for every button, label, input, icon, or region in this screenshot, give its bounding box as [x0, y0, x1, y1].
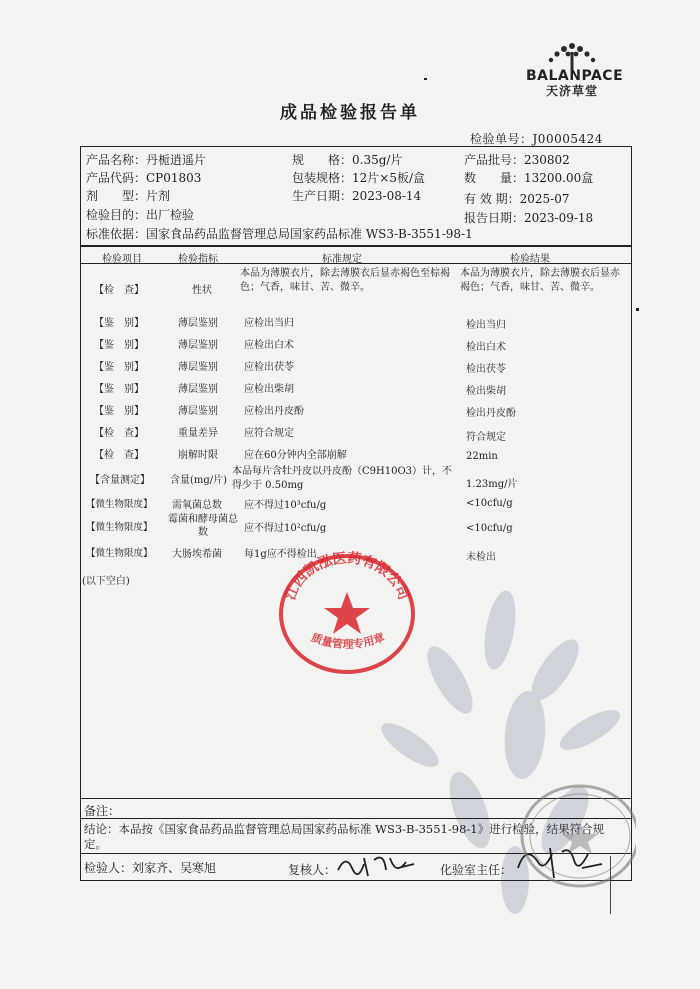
table-row-indicator: 大肠埃希菌: [172, 549, 222, 560]
table-row-item: 【微生物限度】: [86, 499, 153, 510]
seal-top-text: 江西凯泓医药有限公司: [282, 550, 412, 603]
table-row-standard: 每1g应不得检出: [244, 549, 317, 560]
table-row-result: 检出茯苓: [466, 364, 506, 375]
scan-scratch: [610, 856, 611, 914]
table-row-standard: 应检出当归: [244, 318, 294, 329]
col-header-item: 检验项目: [102, 254, 142, 265]
table-row-item: 【鉴 别】: [94, 362, 144, 373]
production-date: 生产日期：2023-08-14: [292, 189, 422, 203]
table-row-indicator: 薄层鉴别: [178, 318, 218, 329]
blank-note: (以下空白): [82, 576, 130, 587]
scan-speck: [424, 78, 427, 80]
specification: 规 格：0.35g/片: [292, 153, 403, 167]
table-row-standard: 应符合规定: [244, 428, 294, 439]
table-row-item: 【含量测定】: [90, 475, 150, 486]
table-row-result: 检出丹皮酚: [466, 408, 516, 419]
table-row-item: 【微生物限度】: [86, 548, 153, 559]
tree-logo-icon: [542, 40, 602, 70]
table-row-indicator: 性状: [192, 285, 212, 296]
table-row-item: 【检 查】: [94, 285, 144, 296]
remarks-label: 备注：: [84, 804, 121, 818]
col-header-standard: 标准规定: [322, 254, 362, 265]
batch-number: 产品批号：230802: [464, 153, 570, 167]
report-date: 报告日期：2023-09-18: [464, 211, 594, 225]
product-name: 产品名称：丹栀逍遥片: [86, 153, 207, 167]
logo-brand-cn: 天济草堂: [545, 84, 598, 98]
inspection-seal-icon: [506, 782, 636, 892]
report-title: 成品检验报告单: [280, 103, 420, 123]
table-row-item: 【鉴 别】: [94, 340, 144, 351]
logo-brand: BALANPACE: [526, 68, 624, 84]
table-row-result: <10cfu/g: [466, 523, 513, 534]
table-row-result: 检出柴胡: [466, 386, 506, 397]
expiry-date: 有 效 期：2025-07: [464, 192, 570, 206]
svg-text:质量管理专用章: [309, 630, 386, 651]
inspector: 检验人：刘家齐、吴寒旭: [84, 861, 217, 875]
table-row-item: 【检 查】: [94, 428, 144, 439]
table-row-standard: 应检出白术: [244, 340, 294, 351]
table-row-result: 本品为薄膜衣片，除去薄膜衣后显赤褐色；气香，味甘、苦、微辛。: [460, 268, 620, 293]
scan-speck: [636, 308, 639, 311]
table-row-indicator: 重量差异: [178, 428, 218, 439]
company-seal-icon: [272, 548, 422, 678]
table-row-result: 检出白术: [466, 342, 506, 353]
table-row-standard: 本品每片含牡丹皮以丹皮酚（C9H10O3）计，不得少于 0.50mg: [232, 466, 453, 491]
packaging-spec: 包装规格：12片×5板/盒: [292, 171, 426, 185]
conclusion-text: 结论：本品按《国家食品药品监督管理总局国家药品标准 WS3-B-3551-98-1》进行检验，结果符合规定。: [84, 822, 605, 851]
table-row-item: 【鉴 别】: [94, 318, 144, 329]
table-row-item: 【微生物限度】: [86, 522, 153, 533]
table-top-rule: [80, 245, 632, 247]
reviewer-label: 复核人：: [288, 863, 337, 877]
standard-basis: 标准依据：国家食品药品监督管理总局国家药品标准 WS3-B-3551-98-1: [86, 227, 473, 241]
table-row-indicator: 薄层鉴别: [178, 340, 218, 351]
table-row-indicator: 薄层鉴别: [178, 362, 218, 373]
table-row-result: 符合规定: [466, 432, 506, 443]
col-header-result: 检验结果: [510, 254, 550, 265]
table-row-standard: 应检出丹皮酚: [244, 406, 304, 417]
table-row-standard: 应不得过10³cfu/g: [244, 500, 327, 511]
product-code: 产品代码：CP01803: [86, 171, 202, 185]
table-row-indicator: 需氧菌总数: [172, 500, 222, 511]
lab-director-label: 化验室主任：: [440, 863, 513, 877]
inspection-purpose: 检验目的：出厂检验: [86, 208, 195, 222]
document-number: 检验单号：J00005424: [470, 132, 603, 146]
dosage-form: 剂 型：片剂: [86, 189, 171, 203]
table-row-standard: 应检出柴胡: [244, 384, 294, 395]
table-row-indicator: 薄层鉴别: [178, 406, 218, 417]
table-row-item: 【鉴 别】: [94, 406, 144, 417]
seal-bottom-text: 质量管理专用章: [309, 630, 387, 652]
table-row-standard: 应检出茯苓: [244, 362, 294, 373]
table-row-indicator: 含量(mg/片): [170, 475, 228, 486]
quantity: 数 量：13200.00盒: [464, 171, 594, 185]
table-row-item: 【检 查】: [94, 450, 144, 461]
table-row-indicator: 霉菌和酵母菌总数: [168, 514, 238, 538]
table-row-result: 检出当归: [466, 320, 506, 331]
table-row-result: 未检出: [466, 552, 496, 563]
table-row-indicator: 崩解时限: [178, 450, 218, 461]
table-row-standard: 应在60分钟内全部崩解: [244, 450, 347, 461]
reviewer-signature-icon: [334, 850, 424, 880]
table-row-item: 【鉴 别】: [94, 384, 144, 395]
company-logo: [526, 40, 624, 99]
table-row-standard: 本品为薄膜衣片，除去薄膜衣后显赤褐色至棕褐色；气香，味甘、苦、微辛。: [240, 268, 450, 293]
table-row-indicator: 薄层鉴别: [178, 384, 218, 395]
table-row-result: 1.23mg/片: [466, 479, 518, 490]
table-row-result: <10cfu/g: [466, 498, 513, 509]
col-header-indicator: 检验指标: [178, 254, 218, 265]
table-row-result: 22min: [466, 451, 498, 462]
table-row-standard: 应不得过10²cfu/g: [244, 523, 327, 534]
